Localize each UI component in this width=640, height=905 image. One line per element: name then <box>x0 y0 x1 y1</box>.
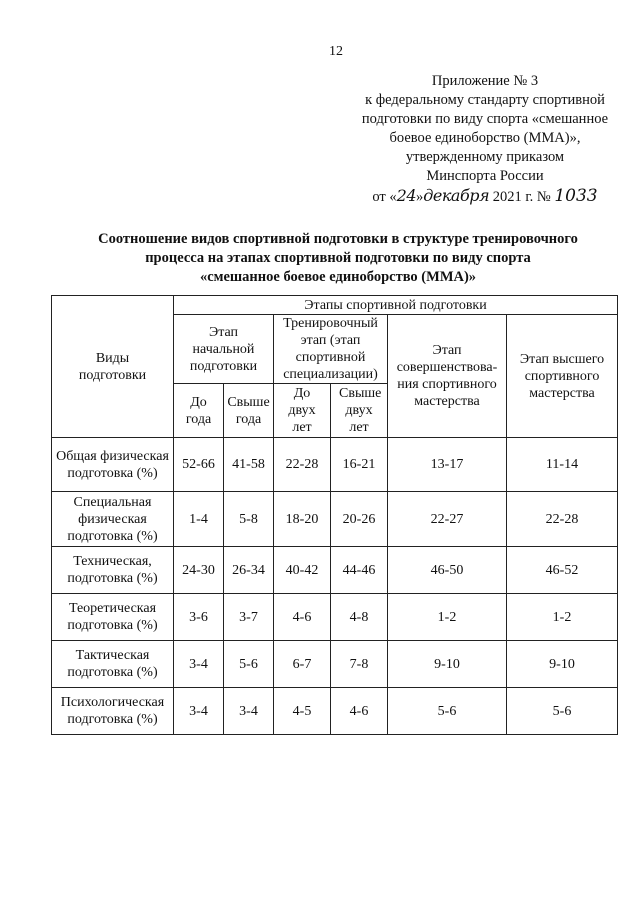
cell: 6-7 <box>274 641 331 688</box>
row-label: Специальная физическая подготовка (%) <box>52 492 174 547</box>
header-stage-training: Тренировочный этап (этап спортивной специализации) <box>274 315 388 384</box>
cell: 26-34 <box>224 547 274 594</box>
handwritten-day: 24 <box>396 186 417 205</box>
cell: 44-46 <box>331 547 388 594</box>
date-year: 2021 г. № <box>489 189 555 205</box>
appendix-line: боевое единоборство (ММА)», <box>389 130 581 146</box>
row-label: Тактическая подготовка (%) <box>52 641 174 688</box>
cell: 40-42 <box>274 547 331 594</box>
header-types: Виды подготовки <box>52 296 174 438</box>
table-row <box>52 594 618 641</box>
title-line: процесса на этапах спортивной подготовки по виду спорта <box>145 250 531 266</box>
header-stage-improvement: Этап совершенствова-ния спортивного мастерства <box>388 315 507 438</box>
cell: 11-14 <box>507 438 618 492</box>
cell: 7-8 <box>331 641 388 688</box>
row-label: Теоретическая подготовка (%) <box>52 594 174 641</box>
cell: 9-10 <box>507 641 618 688</box>
cell: 41-58 <box>224 438 274 492</box>
cell: 1-2 <box>507 594 618 641</box>
handwritten-month: декабря <box>423 186 490 205</box>
cell: 1-4 <box>174 492 224 547</box>
cell: 16-21 <box>331 438 388 492</box>
handwritten-order-number: 1033 <box>554 186 598 206</box>
cell: 46-52 <box>507 547 618 594</box>
appendix-line: утвержденному приказом <box>405 149 565 165</box>
title-line: «смешанное боевое единоборство (ММА)» <box>199 269 477 285</box>
table-row <box>52 547 618 594</box>
cell: 18-20 <box>274 492 331 547</box>
table-row <box>52 641 618 688</box>
cell: 1-2 <box>388 594 507 641</box>
cell: 46-50 <box>388 547 507 594</box>
order-date-line <box>340 186 630 207</box>
sub-upto-year: До года <box>174 384 224 438</box>
table-row <box>52 438 618 492</box>
cell: 24-30 <box>174 547 224 594</box>
date-prefix: от « <box>372 189 397 205</box>
cell: 3-7 <box>224 594 274 641</box>
table-row <box>52 688 618 735</box>
table-row <box>52 492 618 547</box>
date-mid: » <box>416 189 424 205</box>
document-title <box>60 230 616 287</box>
cell: 4-6 <box>274 594 331 641</box>
header-stages: Этапы спортивной подготовки <box>174 296 618 315</box>
cell: 5-6 <box>224 641 274 688</box>
cell: 5-6 <box>388 688 507 735</box>
sub-over-year: Свыше года <box>224 384 274 438</box>
appendix-line: Приложение № 3 <box>431 73 539 89</box>
cell: 9-10 <box>388 641 507 688</box>
cell: 5-8 <box>224 492 274 547</box>
cell: 3-4 <box>174 641 224 688</box>
cell: 52-66 <box>174 438 224 492</box>
header-stage-initial: Этап начальной подготовки <box>174 315 274 384</box>
appendix-header <box>340 72 630 207</box>
cell: 3-4 <box>174 688 224 735</box>
cell: 22-28 <box>507 492 618 547</box>
row-label: Психологическая подготовка (%) <box>52 688 174 735</box>
header-stage-higher: Этап высшего спортивного мастерства <box>507 315 618 438</box>
training-ratio-table <box>51 295 618 735</box>
cell: 4-8 <box>331 594 388 641</box>
cell: 13-17 <box>388 438 507 492</box>
cell: 4-6 <box>331 688 388 735</box>
title-line: Соотношение видов спортивной подготовки в структуре тренировочного <box>98 231 578 247</box>
cell: 4-5 <box>274 688 331 735</box>
cell: 22-28 <box>274 438 331 492</box>
cell: 5-6 <box>507 688 618 735</box>
sub-over-two: Свыше двух лет <box>331 384 388 438</box>
cell: 20-26 <box>331 492 388 547</box>
cell: 3-4 <box>224 688 274 735</box>
page-number: 12 <box>329 44 343 59</box>
row-label: Техническая, подготовка (%) <box>52 547 174 594</box>
cell: 3-6 <box>174 594 224 641</box>
appendix-line: к федеральному стандарту спортивной <box>365 92 605 108</box>
sub-upto-two: До двух лет <box>274 384 331 438</box>
appendix-line: Минспорта России <box>426 168 544 184</box>
cell: 22-27 <box>388 492 507 547</box>
row-label: Общая физическая подготовка (%) <box>52 438 174 492</box>
appendix-line: подготовки по виду спорта «смешанное <box>361 111 609 127</box>
